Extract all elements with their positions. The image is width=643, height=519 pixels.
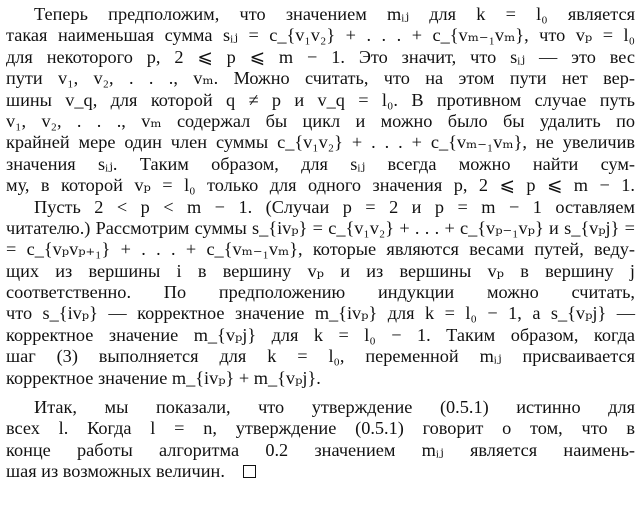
text-line: корректное значение m_{ivₚ} + m_{vₚj}. xyxy=(6,367,321,388)
final-text: шая из возможных величин. xyxy=(6,461,225,482)
paragraph-2 xyxy=(6,197,635,390)
text-line: му, в которой vₚ = l₀ только для одного значения p, 2 ⩽ p ⩽ m − 1. xyxy=(6,175,635,196)
text-line: шины v_q, для которой q ≠ p и v_q = l₀. В противном случае путь xyxy=(6,89,635,110)
text-line: для некоторого p, 2 ⩽ p ⩽ m − 1. Это значит, что sᵢⱼ — это вес xyxy=(6,46,635,67)
text-line: Итак, мы показали, что утверждение (0.5.1) истинно для xyxy=(34,397,635,418)
text-line: читателю.) Рассмотрим суммы s_{ivₚ} = c_{v₁v₂} + . . . + c_{vₚ₋₁vₚ} и s_{vₚj} = xyxy=(6,217,635,238)
text-line: конце работы алгоритма 0.2 значением mᵢⱼ является наимень- xyxy=(6,439,635,460)
text-line: щих из вершины i в вершину vₚ и из вершины vₚ в вершину j xyxy=(6,260,635,281)
text-line: соответственно. По предположению индукции можно считать, xyxy=(6,282,635,303)
text-line: всех l. Когда l = n, утверждение (0.5.1) говорит о том, что в xyxy=(6,418,635,439)
text-line: значения sᵢⱼ. Таким образом, для sᵢⱼ всегда можно найти сум- xyxy=(6,153,635,174)
text-line: крайней мере один член суммы c_{v₁v₂} + . . . + c_{vₘ₋₁vₘ}, не увеличив xyxy=(6,132,635,153)
text-line: шаг (3) выполняется для k = l₀, переменной mᵢⱼ присваивается xyxy=(6,346,635,367)
text-line: корректное значение m_{vₚj} для k = l₀ − 1. Таким образом, когда xyxy=(6,324,635,345)
text-line: v₁, v₂, . . ., vₘ содержал бы цикл и можно было бы удалить по xyxy=(6,110,635,131)
paragraph-1 xyxy=(6,4,635,197)
text-line-final xyxy=(6,461,635,482)
text-line: = c_{vₚvₚ₊₁} + . . . + c_{vₘ₋₁vₘ}, которые являются весами путей, веду- xyxy=(6,239,635,260)
text-line: такая наименьшая сумма sᵢⱼ = c_{v₁v₂} + . . . + c_{vₘ₋₁vₘ}, что vₚ = l₀ xyxy=(6,25,635,46)
paragraph-spacer xyxy=(6,389,635,397)
text-line: Теперь предположим, что значением mᵢⱼ для k = l₀ является xyxy=(34,4,635,24)
text-line: Пусть 2 < p < m − 1. (Случаи p = 2 и p = m − 1 оставляем xyxy=(34,196,635,217)
text-line: что s_{ivₚ} — корректное значение m_{ivₚ} для k = l₀ − 1, а s_{vₚj} — xyxy=(6,303,635,324)
text-line: пути v₁, v₂, . . ., vₘ. Можно считать, что на этом пути нет вер- xyxy=(6,68,635,89)
end-of-proof-icon xyxy=(243,465,256,478)
paragraph-3 xyxy=(6,397,635,483)
